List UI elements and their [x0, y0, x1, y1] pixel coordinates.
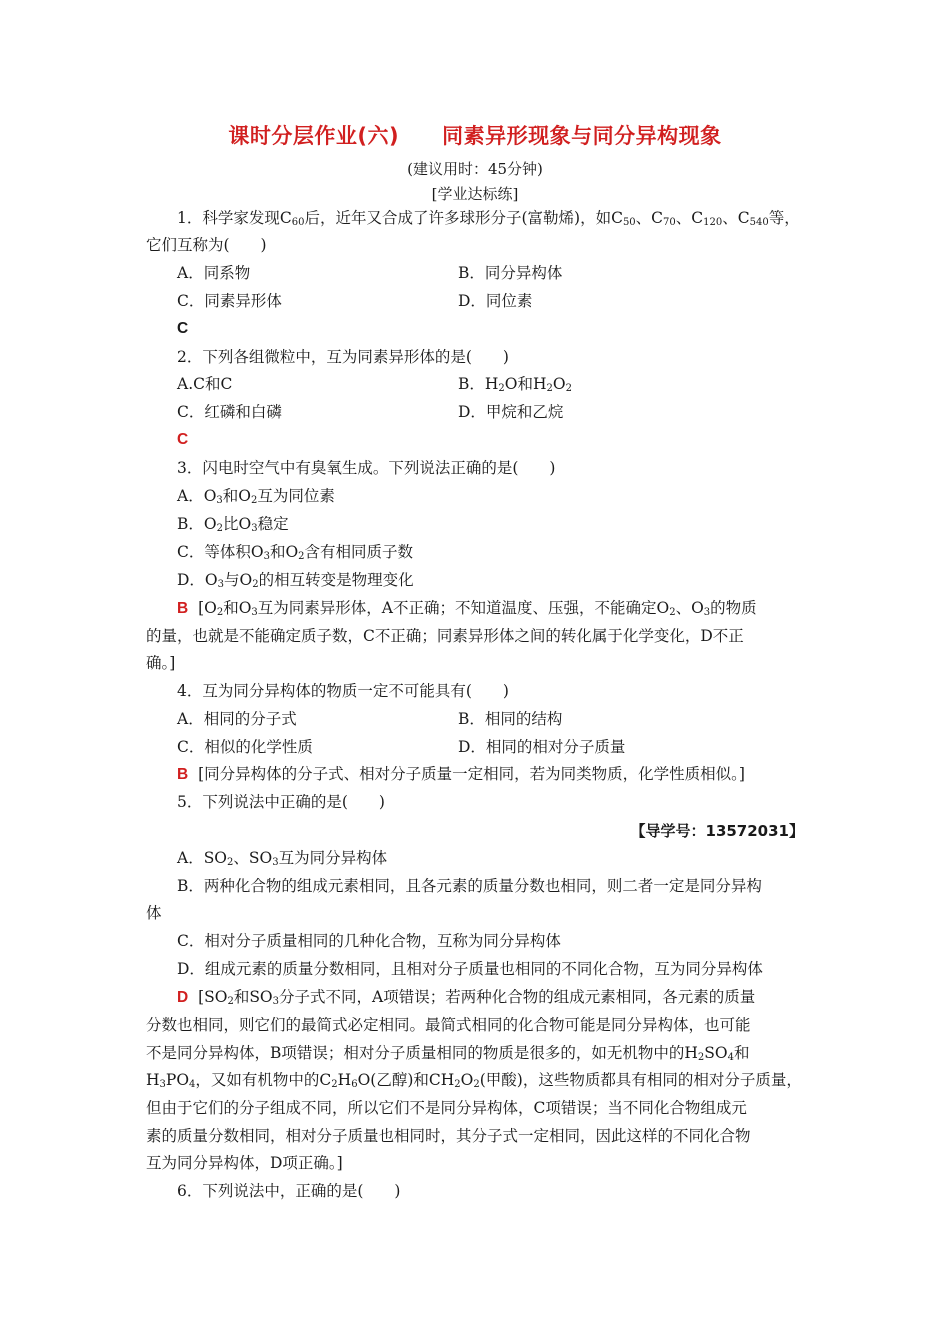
q3-option-c: C．等体积$O_3$和$O_2$含有相同质子数 [177, 543, 414, 562]
q4-stem: 4．互为同分异构体的物质一定不可能具有( ) [177, 682, 509, 700]
q5-explanation-line4: $H_3PO_4$，又如有机物中的$C_2H_6O$(乙醇)和$CH_2O_2$(甲酸)，这些物质都具有相同的相对分子质量， [146, 1071, 802, 1090]
guide-number: 【导学号：13572031】 [630, 822, 804, 840]
q5-option-b-line2: 体 [146, 904, 162, 922]
q5-option-d: D．组成元素的质量分数相同，且相对分子质量也相同的不同化合物，互为同分异构体 [177, 960, 763, 978]
q5-option-b: B．两种化合物的组成元素相同，且各元素的质量分数也相同，则二者一定是同分异构 [177, 877, 762, 895]
q1-stem: 1．科学家发现$C_{60}$后，近年又合成了许多球形分子(富勒烯)，如$C_{50}$、$C_{70}$、$C_{120}$、$C_{540}$等， [177, 209, 800, 228]
q3-stem: 3．闪电时空气中有臭氧生成。下列说法正确的是( ) [177, 459, 556, 477]
q3-explanation-line1: B [$O_2$和$O_3$互为同素异形体，A不正确；不知道温度、压强，不能确定$O_2$、$O_3$的物质 [177, 599, 757, 618]
q2-stem: 2．下列各组微粒中，互为同素异形体的是( ) [177, 348, 509, 366]
q5-explanation-line1: D [$SO_2$和$SO_3$分子式不同，A项错误；若两种化合物的组成元素相同，各元素的质量 [177, 988, 756, 1007]
q3-option-a: A．$O_3$和$O_2$互为同位素 [177, 487, 335, 506]
q4-option-a: A．相同的分子式 [177, 710, 297, 728]
q5-explanation-line6: 素的质量分数相同，相对分子质量也相同时，其分子式一定相同，因此这样的不同化合物 [146, 1127, 751, 1145]
q2-answer: C [177, 431, 189, 448]
q3-answer: B [177, 600, 189, 617]
q5-option-a: A．$SO_2$、$SO_3$互为同分异构体 [177, 849, 388, 868]
q4-answer: B [177, 766, 189, 783]
q1-option-b: B．同分异构体 [458, 264, 563, 282]
q3-explanation-line2: 的量，也就是不能确定质子数，C不正确；同素异形体之间的转化属于化学变化，D不正 [146, 627, 744, 645]
q1-stem-line2: 它们互称为( ) [146, 236, 267, 254]
q1-answer: C [177, 320, 189, 337]
q5-explanation-line2: 分数也相同，则它们的最简式必定相同。最简式相同的化合物可能是同分异构体，也可能 [146, 1016, 751, 1034]
q2-option-a: A.C和C [177, 375, 233, 393]
q1-option-a: A．同系物 [177, 264, 251, 282]
q5-explanation-line7: 互为同分异构体，D项正确。] [146, 1154, 343, 1172]
q3-option-b: B．$O_2$比$O_3$稳定 [177, 515, 289, 534]
q6-stem: 6．下列说法中，正确的是( ) [177, 1182, 401, 1200]
q5-explanation-line3: 不是同分异构体，B项错误；相对分子质量相同的物质是很多的，如无机物中的$H_2SO_4$和 [146, 1044, 750, 1063]
q1-option-c: C．同素异形体 [177, 292, 282, 310]
q2-option-d: D．甲烷和乙烷 [458, 403, 564, 421]
q3-explanation-line3: 确。] [146, 654, 176, 672]
q4-option-b: B．相同的结构 [458, 710, 563, 728]
q5-stem: 5．下列说法中正确的是( ) [177, 793, 385, 811]
q5-option-c: C．相对分子质量相同的几种化合物，互称为同分异构体 [177, 932, 561, 950]
q4-explanation: B [同分异构体的分子式、相对分子质量一定相同，若为同类物质，化学性质相似。] [177, 765, 745, 783]
suggested-time: (建议用时：45分钟) [407, 160, 543, 178]
q4-option-c: C．相似的化学性质 [177, 738, 313, 756]
q5-explanation-line5: 但由于它们的分子组成不同，所以它们不是同分异构体，C项错误；当不同化合物组成元 [146, 1099, 747, 1117]
page-title: 课时分层作业(六) 同素异形现象与同分异构现象 [228, 124, 722, 148]
q4-option-d: D．相同的相对分子质量 [458, 738, 626, 756]
section-heading: [学业达标练] [431, 185, 519, 203]
q3-option-d: D．$O_3$与$O_2$的相互转变是物理变化 [177, 571, 414, 590]
q5-answer: D [177, 989, 189, 1006]
q1-option-d: D．同位素 [458, 292, 533, 310]
q2-option-b: B．$H_2O$和$H_2O_2$ [458, 375, 572, 394]
q2-option-c: C．红磷和白磷 [177, 403, 282, 421]
